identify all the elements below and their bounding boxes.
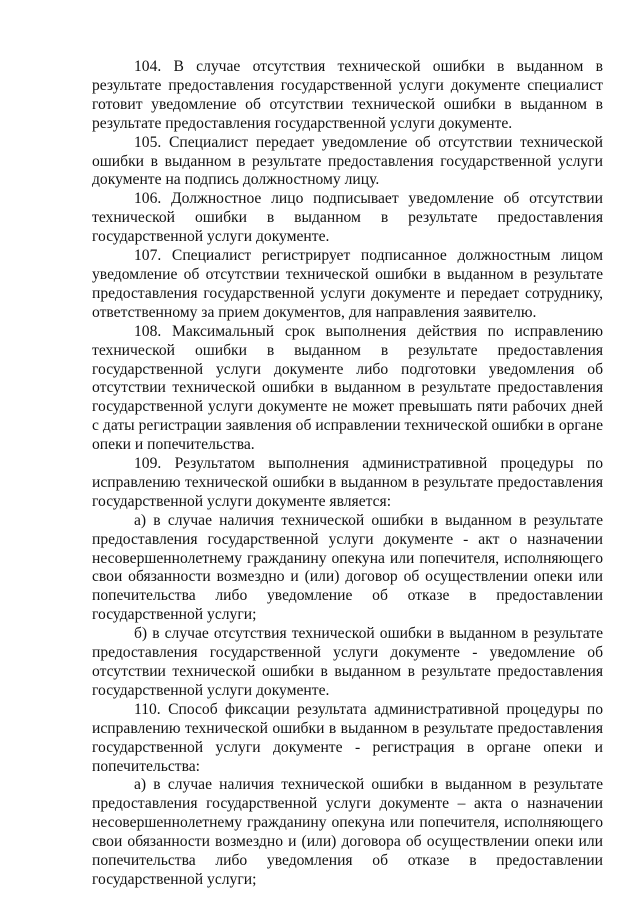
paragraph-108: 108. Максимальный срок выполнения действия по исправлению технической ошибки в выданном в результате предоставления государственной услуги документе либо подготовки уведомления об отсутствии технической ошибки в выданном в результате предоставления государственной услуги документе не может превышать пяти рабочих дней с даты регистрации заявления об исправлении технической ошибки в органе опеки и попечительства. bbox=[92, 322, 603, 454]
document-page bbox=[92, 58, 603, 890]
paragraph-109: 109. Результатом выполнения административной процедуры по исправлению технической ошибки в выданном в результате предоставления государственной услуги документе является: bbox=[92, 455, 603, 510]
paragraph-106: 106. Должностное лицо подписывает уведомление об отсутствии технической ошибки в выданном в результате предоставления государственной услуги документе. bbox=[92, 190, 603, 246]
paragraph-110: 110. Способ фиксации результата административной процедуры по исправлению технической ошибки в выданном в результате предоставления государственной услуги документе - регистрация в органе опеки и попечительства: bbox=[92, 700, 603, 775]
paragraph-104: 104. В случае отсутствия технической ошибки в выданном в результате предоставления государственной услуги документе специалист готовит уведомление об отсутствии технической ошибки в выданном в результате предоставления государственной услуги документе. bbox=[92, 58, 603, 132]
paragraph-105: 105. Специалист передает уведомление об отсутствии технической ошибки в выданном в результате предоставления государственной услуги документе на подпись должностному лицу. bbox=[92, 133, 603, 189]
paragraph-107: 107. Специалист регистрирует подписанное должностным лицом уведомление об отсутствии технической ошибки в выданном в результате предоставления государственной услуги документе и передает сотруднику, ответственному за прием документов, для направления заявителю. bbox=[92, 247, 603, 321]
paragraph-109-item-b: б) в случае отсутствия технической ошибки в выданном в результате предоставления государственной услуги документе - уведомление об отсутствии технической ошибки в выданном в результате предоставления государственной услуги документе. bbox=[92, 625, 603, 699]
paragraph-110-item-a: а) в случае наличия технической ошибки в выданном в результате предоставления государственной услуги документе – акта о назначении несовершеннолетнему гражданину опекуна или попечителя, исполняющего свои обязанности возмездно и (или) договора об осуществлении опеки или попечительства либо уведомления об отказе в предоставлении государственной услуги; bbox=[92, 776, 603, 888]
paragraph-109-item-a: а) в случае наличия технической ошибки в выданном в результате предоставления государственной услуги документе - акт о назначении несовершеннолетнему гражданину опекуна или попечителя, исполняющего свои обязанности возмездно и (или) договор об осуществлении опеки или попечительства либо уведомление об отказе в предоставлении государственной услуги; bbox=[92, 511, 603, 624]
